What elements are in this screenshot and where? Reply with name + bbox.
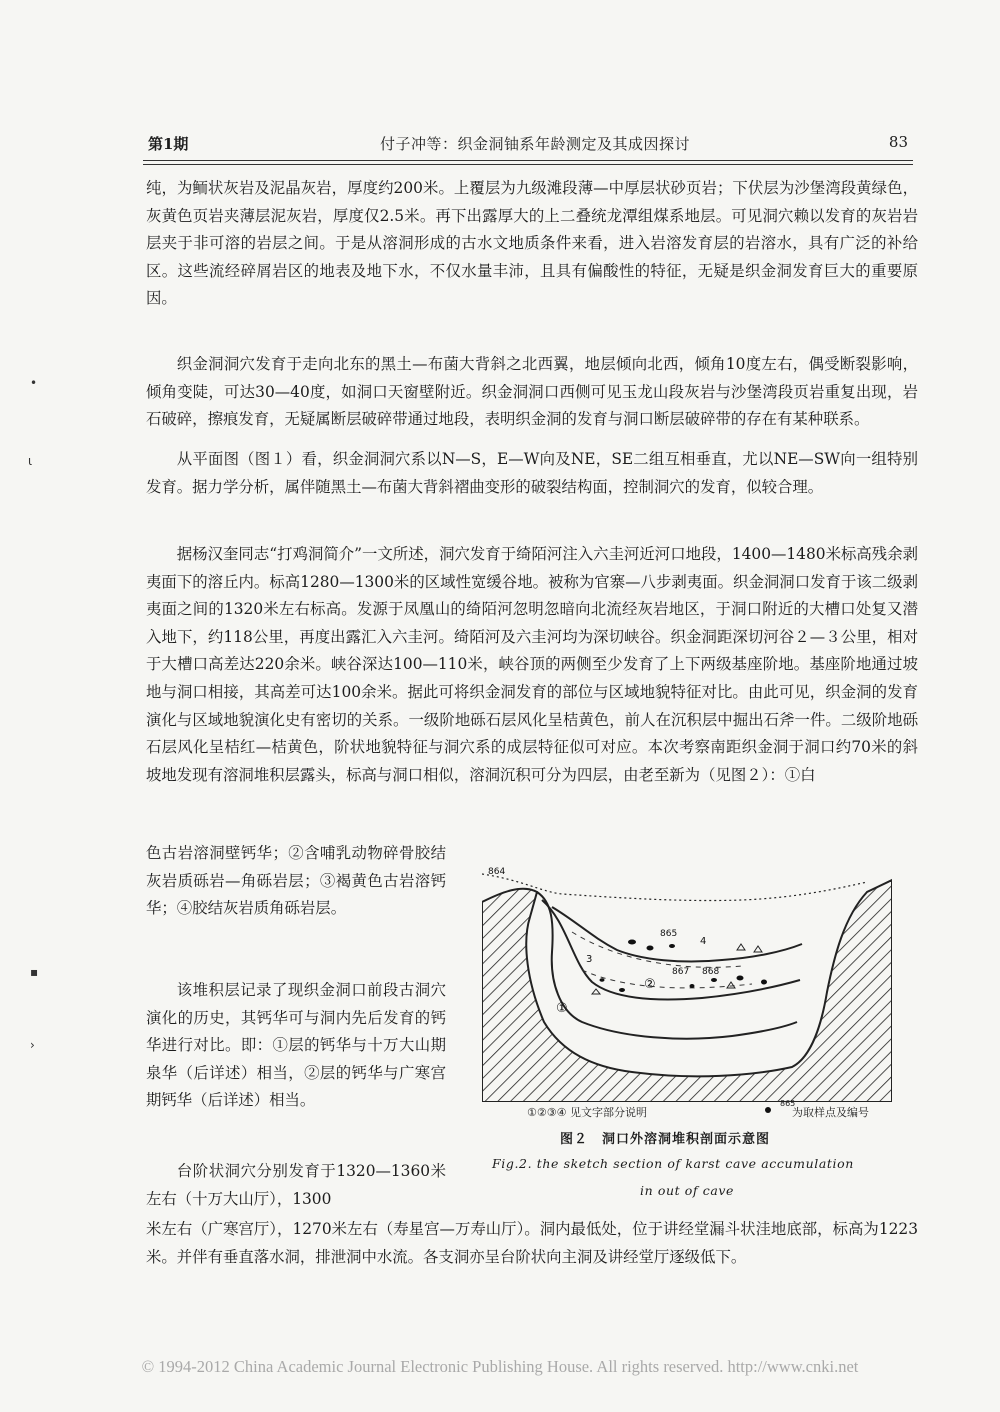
layer-1-label: ① — [556, 1001, 568, 1016]
running-header — [148, 133, 908, 155]
paragraph-4: 据杨汉奎同志“打鸡洞简介”一文所述，洞穴发育于绮陌河注入六圭河近河口地段，1400—1480米标高残余剥夷面下的溶丘内。标高1280—1300米的区域性宽缓谷地。被称为官寨—八步剥夷面。织金洞洞口发育于该二级剥夷面之间的1320米左右标高。发源于凤凰山的绮陌河忽明忽暗向北流经灰岩地区，于洞口附近的大槽口处复又潜入地下，约118公里，再度出露汇入六圭河。绮陌河及六圭河均为深切峡谷。织金洞距深切河谷２—３公里，相对于大槽口高差达220余米。峡谷深达100—110米，峡谷顶的两侧至少发育了上下两级基座阶地。基座阶地通过坡地与洞口相接，其高差可达100余米。据此可将织金洞发育的部位与区域地貌特征对比。由此可见，织金洞的发育演化与区域地貌演化史有密切的关系。一级阶地砾石层风化呈桔黄色，前人在沉积层中掘出石斧一件。二级阶地砾石层风化呈桔红—桔黄色，阶状地貌特征与洞穴系的成层特征似可对应。本次考察南距织金洞于洞口约70米的斜坡地发现有溶洞堆积层露头，标高与洞口相似，溶洞沉积可分为四层，由老至新为（见图２）：①白 — [146, 545, 918, 784]
paragraph-1: 纯，为鲕状灰岩及泥晶灰岩，厚度约200米。上覆层为九级滩段薄—中厚层状砂页岩；下伏层为沙堡湾段黄绿色，灰黄色页岩夹薄层泥灰岩，厚度仅2.5米。再下出露厚大的上二叠统龙潭组煤系地层。可见洞穴赖以发育的灰岩岩层夹于非可溶的岩层之间。于是从溶洞形成的古水文地质条件来看，进入岩溶发育层的岩溶水，具有广泛的补给区。这些流经碎屑岩区的地表及地下水，不仅水量丰沛，且具有偏酸性的特征，无疑是织金洞发育巨大的重要原因。 — [146, 179, 918, 308]
figure-caption-en-1: Fig.2. the sketch section of karst cave accumulation — [492, 1156, 854, 1171]
label-864: 864 — [488, 867, 506, 877]
legend-layers: ①②③④ 见文字部分说明 — [527, 1106, 647, 1119]
layer-2-label: ② — [644, 977, 656, 992]
layer-1-boundary — [537, 892, 797, 1039]
legend-sample-number: 865 — [780, 1099, 796, 1108]
paragraph-5: 该堆积层记录了现织金洞口前段古洞穴演化的历史，其钙华可与洞内先后发育的钙华进行对比。即：①层的钙华与十万大山期泉华（后详述）相当，②层的钙华与广寒宫期钙华（后详述）相当。 — [146, 981, 446, 1110]
layer-3-label: 3 — [586, 954, 593, 965]
sample-point-icon — [765, 1107, 771, 1113]
copyright-footer: © 1994-2012 China Academic Journal Electronic Publishing House. All rights reserved. http://www.cnki.net — [141, 1357, 859, 1376]
figure-2-cross-section — [482, 862, 892, 1102]
running-title: 付子冲等：织金洞铀系年龄测定及其成因探讨 — [380, 135, 691, 153]
surface-line — [482, 874, 867, 901]
figure-caption-en-2: in out of cave — [640, 1183, 735, 1198]
label-868: 868 — [702, 967, 720, 977]
label-867: 867 — [672, 967, 690, 977]
layer-2-boundary — [542, 900, 800, 999]
label-865: 865 — [660, 929, 678, 939]
issue-number: 第1期 — [148, 135, 189, 153]
paragraph-4-continued: 色古岩溶洞壁钙华；②含哺乳动物碎骨胶结灰岩质砾岩—角砾岩层；③褐黄色古岩溶钙华；④胶结灰岩质角砾岩层。 — [146, 844, 446, 918]
paragraph-2: 织金洞洞穴发育于走向北东的黑土—布菌大背斜之北西翼，地层倾向北西，倾角10度左右，偶受断裂影响，倾角变陡，可达30—40度，如洞口天窗壁附近。织金洞洞口西侧可见玉龙山段灰岩与沙堡湾段页岩重复出现，岩石破碎，擦痕发育，无疑属断层破碎带通过地段，表明织金洞的发育与洞口断层破碎带的存在有某种联系。 — [146, 355, 918, 429]
page-number: 83 — [888, 133, 908, 151]
paragraph-6: 台阶状洞穴分别发育于1320—1360米左右（十万大山厅），1300 — [146, 1162, 446, 1208]
paragraph-3: 从平面图（图１）看，织金洞洞穴系以N—S，E—W向及NE，SE二组互相垂直，尤以NE—SW向一组特别发育。据力学分析，属伴随黑土—布菌大背斜褶曲变形的破裂结构面，控制洞穴的发育，似较合理。 — [146, 450, 918, 496]
legend-sample: 为取样点及编号 — [792, 1106, 869, 1119]
gravel-clasts — [600, 940, 768, 993]
paragraph-6-continued: 米左右（广寒宫厅），1270米左右（寿星宫—万寿山厅）。洞内最低处，位于讲经堂漏斗状洼地底部，标高为1223米。并伴有垂直落水洞，排泄洞中水流。各支洞亦呈台阶状向主洞及讲经堂厅逐级低下。 — [146, 1220, 918, 1266]
header-rule-double — [143, 164, 913, 165]
figure-caption-cn: 图２ 洞口外溶洞堆积剖面示意图 — [560, 1132, 771, 1147]
header-rule — [143, 160, 913, 161]
bedrock-hatching — [482, 880, 892, 1102]
cave-section-sketch — [482, 862, 892, 1102]
layer-4-label: 4 — [700, 936, 707, 947]
